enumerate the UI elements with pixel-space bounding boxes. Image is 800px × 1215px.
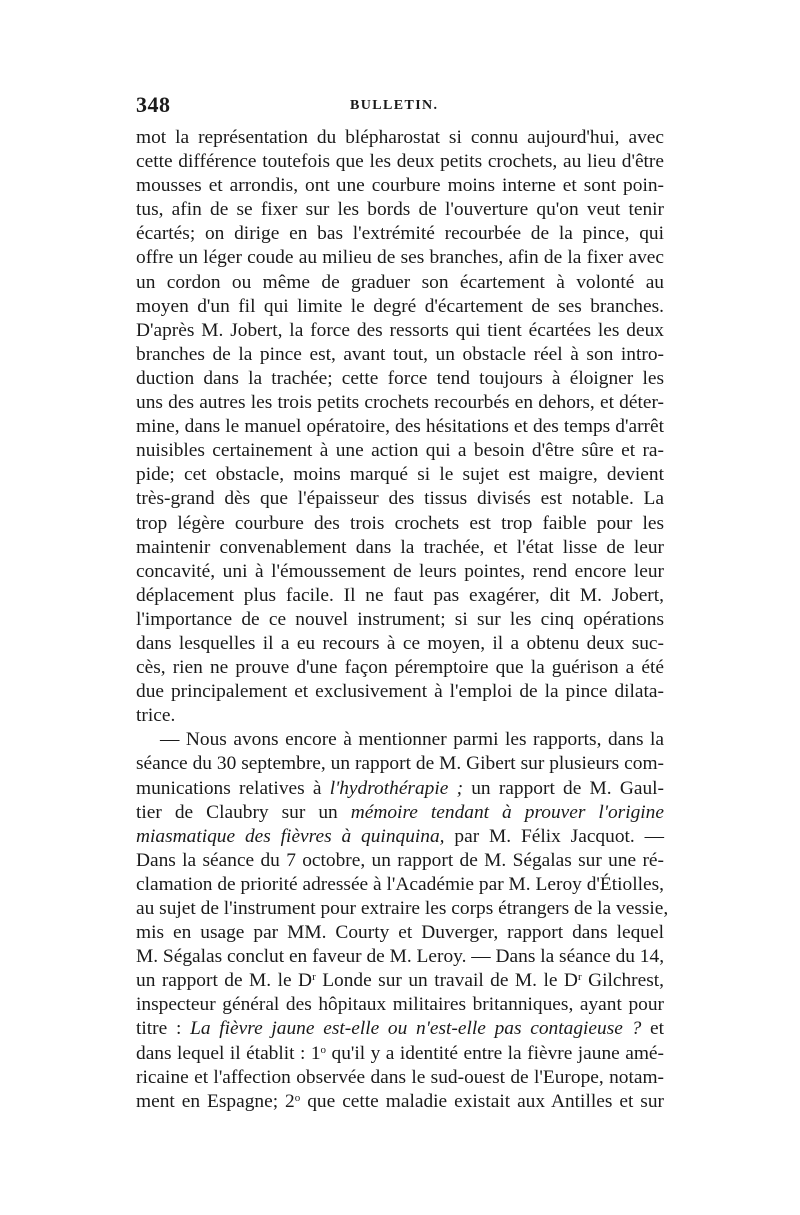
text-segment: un cordon ou même de graduer son écartement à volonté au xyxy=(136,271,664,293)
text-segment: nuisibles certainement à une action qui a besoin d'être sûre et ra- xyxy=(136,440,664,462)
text-segment: maintenir convenablement dans la trachée, et l'état lisse de leur xyxy=(136,536,664,558)
italic-segment: mémoire tendant à prouver l'origine xyxy=(350,801,664,823)
text-segment: due principalement et exclusivement à l'emploi de la pince dilata- xyxy=(136,681,664,703)
running-head: BULLETIN. xyxy=(350,98,439,113)
page-number: 348 xyxy=(136,92,171,117)
text-segment: clamation de priorité adressée à l'Académie par M. Leroy d'Étiolles, xyxy=(136,873,664,895)
text-segment: l'importance de ce nouvel instrument; si sur les cinq opérations xyxy=(136,608,664,630)
text-line xyxy=(136,825,664,849)
text-line xyxy=(136,680,664,704)
text-line xyxy=(136,945,664,969)
text-segment: duction dans la trachée; cette force tend toujours à éloigner les xyxy=(136,367,664,389)
italic-segment: l'hydrothérapie ; xyxy=(329,777,464,799)
superscript: o xyxy=(320,1043,327,1056)
text-segment: que cette maladie existait aux Antilles et sur xyxy=(300,1090,664,1112)
text-line xyxy=(136,463,664,487)
text-line xyxy=(136,271,664,295)
text-segment: titre : xyxy=(136,1018,191,1040)
text-line xyxy=(136,849,664,873)
text-line xyxy=(136,174,664,198)
text-segment: pide; cet obstacle, moins marqué si le sujet est maigre, devient xyxy=(136,464,664,486)
text-segment: et xyxy=(641,1018,664,1040)
text-line xyxy=(136,584,664,608)
text-segment: séance du 30 septembre, un rapport de M. Gibert sur plusieurs com- xyxy=(136,753,664,775)
text-line xyxy=(136,222,664,246)
text-line xyxy=(136,560,664,584)
text-segment: moyen d'un fil qui limite le degré d'écartement de ses branches. xyxy=(136,295,664,317)
text-line xyxy=(136,1090,664,1114)
text-line xyxy=(136,343,664,367)
text-line xyxy=(136,295,664,319)
italic-segment: La fièvre jaune est-elle ou n'est-elle pas contagieuse ? xyxy=(190,1018,642,1040)
text-segment: uns des autres les trois petits crochets recourbés en dehors, et déter- xyxy=(136,392,664,414)
text-segment: cès, rien ne prouve d'une façon péremptoire que la guérison a été xyxy=(136,657,664,679)
text-line xyxy=(136,1042,664,1066)
text-line xyxy=(136,198,664,222)
text-line xyxy=(136,487,664,511)
text-line xyxy=(136,656,664,680)
text-line xyxy=(136,1066,664,1090)
text-line xyxy=(136,439,664,463)
text-segment: tier de Claubry sur un xyxy=(136,801,351,823)
text-segment: ment en Espagne; 2 xyxy=(136,1090,295,1112)
text-segment: cette différence toutefois que les deux petits crochets, au lieu d'être xyxy=(136,151,664,173)
text-line xyxy=(136,873,664,897)
text-line xyxy=(136,752,664,776)
text-line xyxy=(136,632,664,656)
superscript: o xyxy=(294,1091,301,1104)
text-segment: inspecteur général des hôpitaux militaires britanniques, ayant pour xyxy=(136,994,664,1016)
text-segment: dans lequel il établit : 1 xyxy=(136,1042,321,1064)
italic-segment: miasmatique des fièvres à quinquina, xyxy=(136,825,445,847)
text-line xyxy=(136,608,664,632)
body-text xyxy=(136,126,669,1114)
text-line xyxy=(136,993,664,1017)
text-line xyxy=(136,801,664,825)
text-line xyxy=(136,969,664,993)
superscript: r xyxy=(577,971,582,984)
text-segment: mot la représentation du blépharostat si connu aujourd'hui, avec xyxy=(136,127,664,148)
text-line xyxy=(136,536,664,560)
text-segment: très-grand dès que l'épaisseur des tissus divisés est notable. La xyxy=(136,488,664,510)
text-segment: ricaine et l'affection observée dans le sud-ouest de l'Europe, notam- xyxy=(136,1066,664,1088)
text-segment: concavité, uni à l'émoussement de leurs pointes, rend encore leur xyxy=(136,560,664,582)
text-segment: un rapport de M. le D xyxy=(136,970,313,992)
text-segment: par M. Félix Jacquot. — xyxy=(444,825,664,847)
text-segment: au sujet de l'instrument pour extraire les corps étrangers de la vessie, xyxy=(136,898,669,919)
text-segment: offre un léger coude au milieu de ses branches, afin de la fixer avec xyxy=(136,247,664,269)
text-line xyxy=(136,728,664,752)
text-line xyxy=(136,319,664,343)
text-segment: — Nous avons encore à mentionner parmi les rapports, dans la xyxy=(160,729,664,751)
text-line xyxy=(136,391,664,415)
text-segment: branches de la pince est, avant tout, un obstacle réel à son intro- xyxy=(136,343,664,365)
text-segment: munications relatives à xyxy=(136,777,330,799)
superscript: r xyxy=(312,971,316,984)
text-segment: un rapport de M. Gaul- xyxy=(463,777,664,799)
text-segment: Gilchrest, xyxy=(581,970,664,992)
text-segment: Dans la séance du 7 octobre, un rapport de M. Ségalas sur une ré- xyxy=(136,849,664,871)
text-line xyxy=(136,246,664,270)
text-segment: trice. xyxy=(136,705,176,727)
text-line xyxy=(136,897,669,921)
page-header xyxy=(136,92,664,126)
text-segment: mis en usage par MM. Courty et Duverger, rapport dans lequel xyxy=(136,922,664,944)
text-segment: D'après M. Jobert, la force des ressorts qui tient écartées les deux xyxy=(136,319,664,341)
text-line xyxy=(136,921,664,945)
text-line xyxy=(136,126,664,150)
text-line xyxy=(136,367,664,391)
text-segment: mine, dans le manuel opératoire, des hésitations et des temps d'arrêt xyxy=(136,416,664,438)
text-line xyxy=(136,150,664,174)
text-line xyxy=(136,1017,664,1041)
text-segment: mousses et arrondis, ont une courbure moins interne et sont poin- xyxy=(136,175,664,197)
text-segment: écartés; on dirige en bas l'extrémité recourbée de la pince, qui xyxy=(136,223,664,245)
text-line xyxy=(136,512,664,536)
text-segment: déplacement plus facile. Il ne faut pas exagérer, dit M. Jobert, xyxy=(136,584,664,606)
text-segment: dans lesquelles il a eu recours à ce moyen, il a obtenu deux suc- xyxy=(136,632,664,654)
text-segment: trop légère courbure des trois crochets est trop faible pour les xyxy=(136,512,664,534)
text-segment: tus, afin de se fixer sur les bords de l'ouverture qu'on veut tenir xyxy=(136,199,664,221)
text-segment: Londe sur un travail de M. le D xyxy=(315,970,578,992)
text-line xyxy=(136,777,664,801)
book-page xyxy=(136,92,669,1114)
text-line xyxy=(136,415,664,439)
text-segment: qu'il y a identité entre la fièvre jaune amé- xyxy=(326,1042,664,1064)
text-segment: M. Ségalas conclut en faveur de M. Leroy. — Dans la séance du 14, xyxy=(136,946,665,968)
text-line xyxy=(136,704,664,728)
